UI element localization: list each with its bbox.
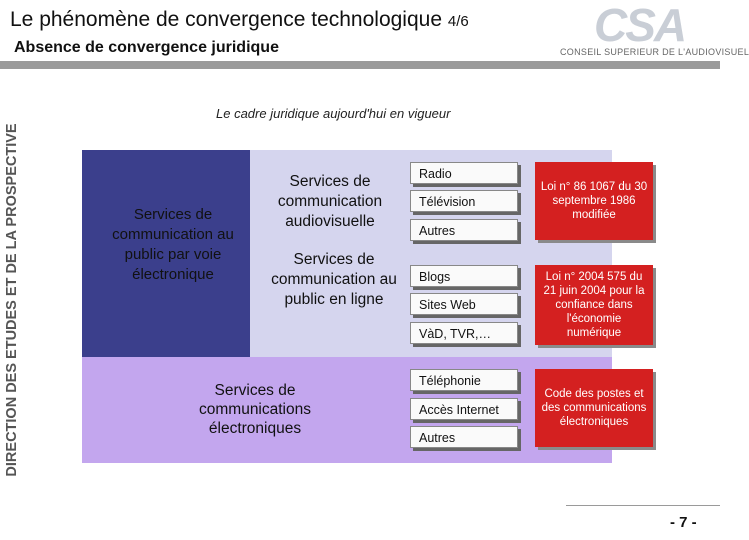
electronic-communications-panel <box>82 357 612 463</box>
item-vod-tvr: VàD, TVR,… <box>410 322 518 344</box>
item-audiovisual-other: Autres <box>410 219 518 241</box>
title-text: Le phénomène de convergence technologique <box>10 8 443 31</box>
law-1986-text: Loi n° 86 1067 du 30 septembre 1986 modifiée <box>540 181 648 221</box>
logo-letters: CSA <box>594 0 686 51</box>
page-indicator: 4/6 <box>447 13 469 30</box>
footer-divider <box>566 505 720 506</box>
diagram-intro: Le cadre juridique aujourd'hui en vigueur <box>216 106 451 121</box>
online-services-label: Services de communication au public en ligne <box>271 251 397 308</box>
item-radio: Radio <box>410 162 518 184</box>
item-ecom-other: Autres <box>410 426 518 448</box>
sidebar-text: DIRECTION DES ETUDES ET DE LA PROSPECTIVE <box>4 123 20 477</box>
sidebar-label <box>2 80 22 520</box>
law-code-text: Code des postes et des communications électroniques <box>541 388 647 428</box>
page-number: - 7 - <box>670 514 697 531</box>
item-websites: Sites Web <box>410 293 518 315</box>
item-blogs: Blogs <box>410 265 518 287</box>
csa-logo <box>560 0 749 60</box>
law-2004-text: Loi n° 2004 575 du 21 juin 2004 pour la confiance dans l'économie numérique <box>543 271 645 339</box>
page-subtitle: Absence de convergence juridique <box>14 39 279 56</box>
item-telephony: Téléphonie <box>410 369 518 391</box>
item-internet-access: Accès Internet <box>410 398 518 420</box>
page-title <box>10 8 469 32</box>
header-divider <box>0 61 720 69</box>
law-box-2004 <box>535 265 653 345</box>
law-box-code <box>535 369 653 447</box>
law-box-1986 <box>535 162 653 240</box>
item-television: Télévision <box>410 190 518 212</box>
audiovisual-services-label: Services de communication audiovisuelle <box>277 173 383 230</box>
electronic-services-label: Services de communication au public par voie électronique <box>112 206 234 283</box>
logo-caption: CONSEIL SUPERIEUR DE L'AUDIOVISUEL <box>560 47 749 57</box>
electronic-communications-label: Services de communications électroniques <box>199 382 311 437</box>
